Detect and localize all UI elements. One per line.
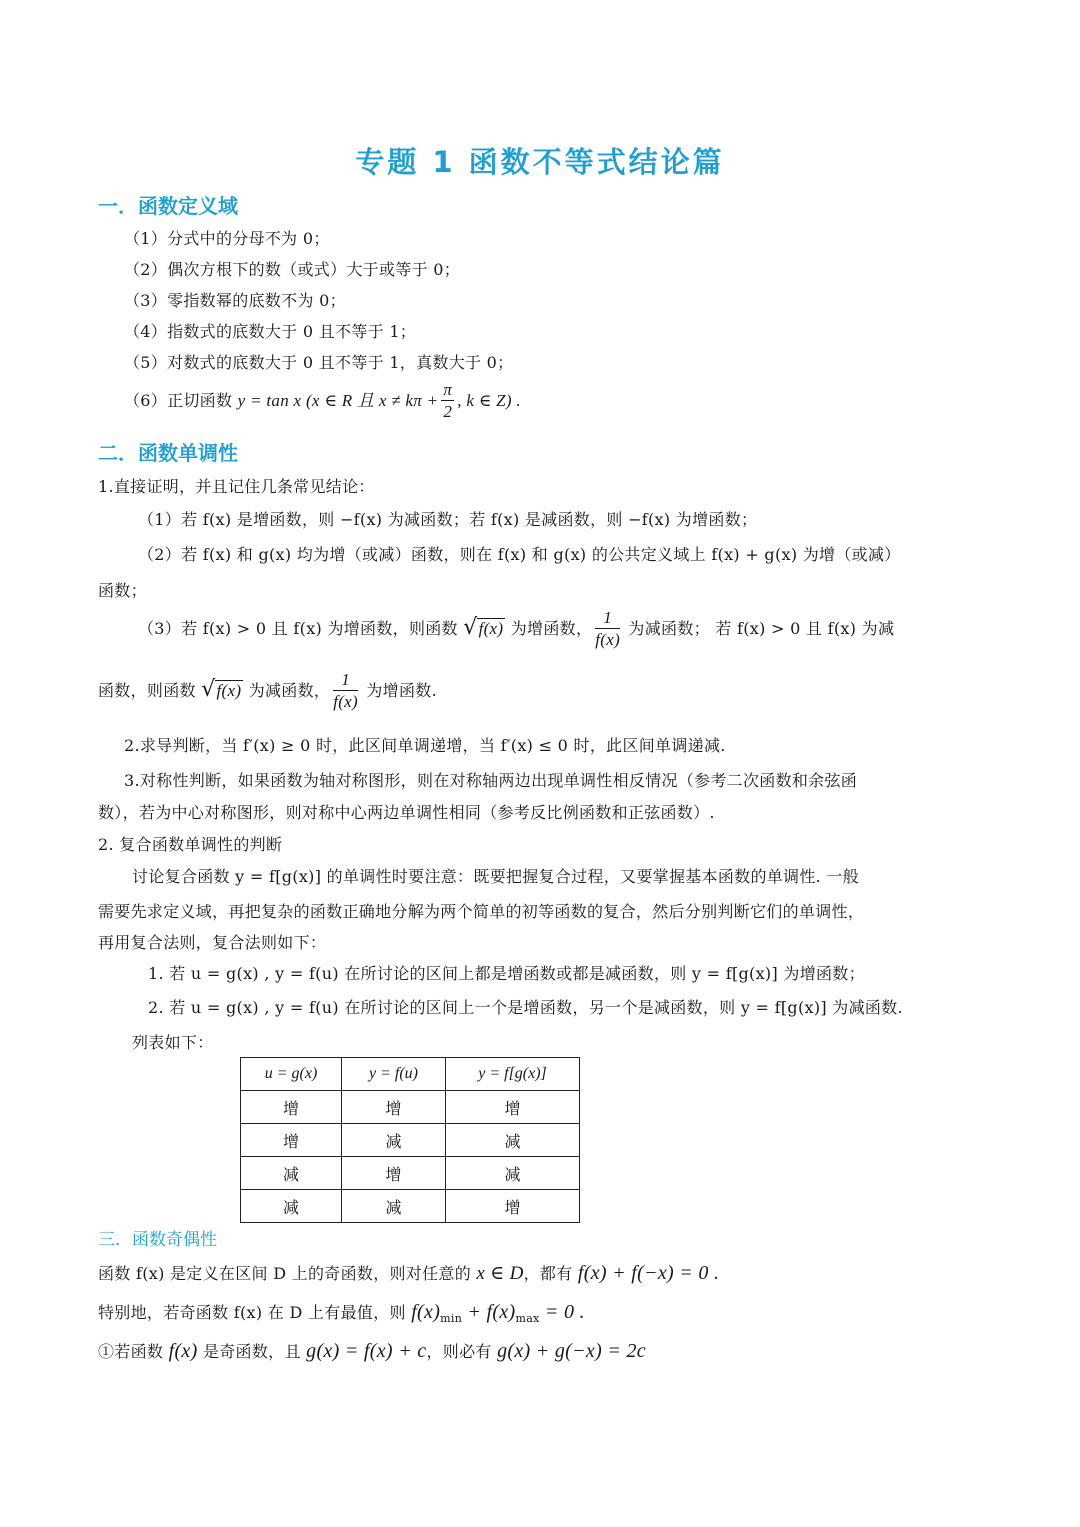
fraction-denominator: 2 [443, 402, 453, 421]
table-cell: 增 [241, 1124, 342, 1157]
section1-heading: 一．函数定义域 [98, 194, 238, 218]
sqrt-icon: √ [463, 615, 478, 640]
table-header: u = g(x) [241, 1058, 342, 1091]
rule-result: g(x) + g(−x) = 2c [497, 1340, 646, 1362]
fraction-numerator: 1 [333, 670, 358, 691]
odd-function-extrema [98, 1300, 585, 1325]
symmetry-rule-cont: 数），若为中心对称图形，则对称中心两边单调性相同（参考反比例函数和正弦函数）. [98, 803, 715, 822]
table-cell: 增 [342, 1091, 446, 1124]
table-row [241, 1190, 580, 1223]
fraction-denominator: f(x) [333, 692, 358, 711]
odd-def-text-a: 函数 f(x) 是定义在区间 D 上的奇函数，则对任意的 [98, 1264, 477, 1283]
fraction-numerator: 1 [595, 608, 620, 629]
tan-formula-end: , k ∈ Z) . [457, 391, 521, 410]
table-row [241, 1091, 580, 1124]
monotonic-intro: 1.直接证明，并且记住几条常见结论： [98, 477, 375, 496]
rule3-text-b: 为增函数， [505, 619, 593, 638]
table-cell: 减 [241, 1157, 342, 1190]
section3-heading: 三．函数奇偶性 [98, 1230, 217, 1250]
table-row [241, 1157, 580, 1190]
monotonic-rule-1: （1）若 f(x) 是增函数，则 −f(x) 为减函数；若 f(x) 是减函数，则 −f(x) 为增函数； [138, 510, 758, 529]
section2-heading: 二．函数单调性 [98, 441, 238, 465]
odd-def-formula: f(x) + f(−x) = 0 . [577, 1262, 720, 1284]
table-intro: 列表如下： [132, 1033, 214, 1052]
composite-desc: 讨论复合函数 y = f[g(x)] 的单调性时要注意：既要把握复合过程，又要掌握基本函数的单调性. 一般 [132, 867, 860, 886]
table-cell: 减 [446, 1157, 580, 1190]
table-header-row [241, 1058, 580, 1091]
definition-item-3: （3）零指数幂的底数不为 0； [124, 291, 346, 310]
page-title: 专题 1 函数不等式结论篇 [355, 145, 725, 179]
composite-desc-cont: 需要先求定义域，再把复杂的函数正确地分解为两个简单的初等函数的复合，然后分别判断它们的单调性， [98, 902, 865, 921]
definition-item-4: （4）指数式的底数大于 0 且不等于 1； [124, 322, 417, 341]
rule-text-a: ①若函数 [98, 1342, 169, 1361]
composite-desc-end: 再用复合法则，复合法则如下： [98, 933, 327, 952]
rule3-cont-text-a: 函数，则函数 [98, 681, 202, 700]
definition-item-1: （1）分式中的分母不为 0； [124, 229, 330, 248]
odd-def-text-c: ，都有 [523, 1264, 578, 1283]
extrema-end: = 0 . [539, 1301, 585, 1323]
reciprocal-fraction [595, 608, 620, 651]
table-cell: 减 [342, 1190, 446, 1223]
monotonic-rule-2-cont: 函数； [98, 581, 147, 600]
fraction-numerator: π [443, 380, 453, 399]
derivative-rule: 2.求导判断，当 f′(x) ≥ 0 时，此区间单调递增，当 f′(x) ≤ 0 时，此区间单调递减. [124, 736, 726, 755]
sqrt-argument: f(x) [478, 619, 504, 638]
table-cell: 增 [446, 1190, 580, 1223]
table-cell: 减 [342, 1124, 446, 1157]
monotonic-rule-2: （2）若 f(x) 和 g(x) 均为增（或减）函数，则在 f(x) 和 g(x) 的公共定义域上 f(x) + g(x) 为增（或减） [138, 545, 901, 564]
table-cell: 减 [241, 1190, 342, 1223]
table-header: y = f(u) [342, 1058, 446, 1091]
composite-rule-1: 1. 若 u = g(x) , y = f(u) 在所讨论的区间上都是增函数或都是减函数，则 y = f[g(x)] 为增函数； [148, 964, 865, 983]
min-subscript: min [440, 1312, 463, 1326]
rule3-cont-text-b: 为减函数， [243, 681, 331, 700]
monotonic-rule-3 [138, 608, 894, 651]
composite-heading: 2. 复合函数单调性的判断 [98, 835, 283, 854]
odd-def-domain: x ∈ D [476, 1263, 524, 1284]
item6-prefix: （6）正切函数 [124, 391, 238, 410]
rule-text-e: ，则必有 [426, 1342, 498, 1361]
rule3-text-c: 为减函数； 若 f(x) > 0 且 f(x) 为减 [623, 619, 895, 638]
table-header: y = f[g(x)] [446, 1058, 580, 1091]
table-row [241, 1124, 580, 1157]
rule-fx: f(x) [168, 1340, 198, 1362]
odd-function-rule-1 [98, 1339, 646, 1363]
rule-gx-def: g(x) = f(x) + c [306, 1340, 427, 1362]
table-cell: 增 [342, 1157, 446, 1190]
composite-table [240, 1057, 580, 1223]
monotonic-rule-3-cont [98, 670, 437, 713]
max-subscript: max [515, 1312, 540, 1326]
table-cell: 增 [446, 1091, 580, 1124]
fraction-denominator: f(x) [595, 630, 621, 649]
composite-rule-2: 2. 若 u = g(x) , y = f(u) 在所讨论的区间上一个是增函数，另一个是减函数，则 y = f[g(x)] 为减函数. [148, 998, 903, 1017]
sqrt-argument: f(x) [216, 681, 242, 700]
tan-formula: y = tan x (x ∈ R 且 x ≠ kπ + [237, 391, 439, 410]
extrema-plus: + f(x) [462, 1301, 516, 1323]
sqrt-icon: √ [201, 677, 216, 702]
extrema-text-a: 特别地，若奇函数 f(x) 在 D 上有最值，则 [98, 1303, 412, 1322]
reciprocal-fraction [333, 670, 358, 713]
rule-text-c: 是奇函数，且 [197, 1342, 307, 1361]
definition-item-6 [124, 380, 521, 423]
definition-item-5: （5）对数式的底数大于 0 且不等于 1，真数大于 0； [124, 353, 514, 372]
symmetry-rule: 3.对称性判断，如果函数为轴对称图形，则在对称轴两边出现单调性相反情况（参考二次函数和余弦函 [124, 771, 858, 790]
extrema-f: f(x) [411, 1301, 441, 1323]
pi-over-two-fraction [441, 380, 454, 423]
table-cell: 增 [241, 1091, 342, 1124]
rule3-text-a: （3）若 f(x) > 0 且 f(x) 为增函数，则函数 [138, 619, 464, 638]
odd-function-def [98, 1261, 719, 1285]
rule3-cont-text-c: 为增函数. [361, 681, 437, 700]
table-cell: 减 [446, 1124, 580, 1157]
definition-item-2: （2）偶次方根下的数（或式）大于或等于 0； [124, 260, 461, 279]
